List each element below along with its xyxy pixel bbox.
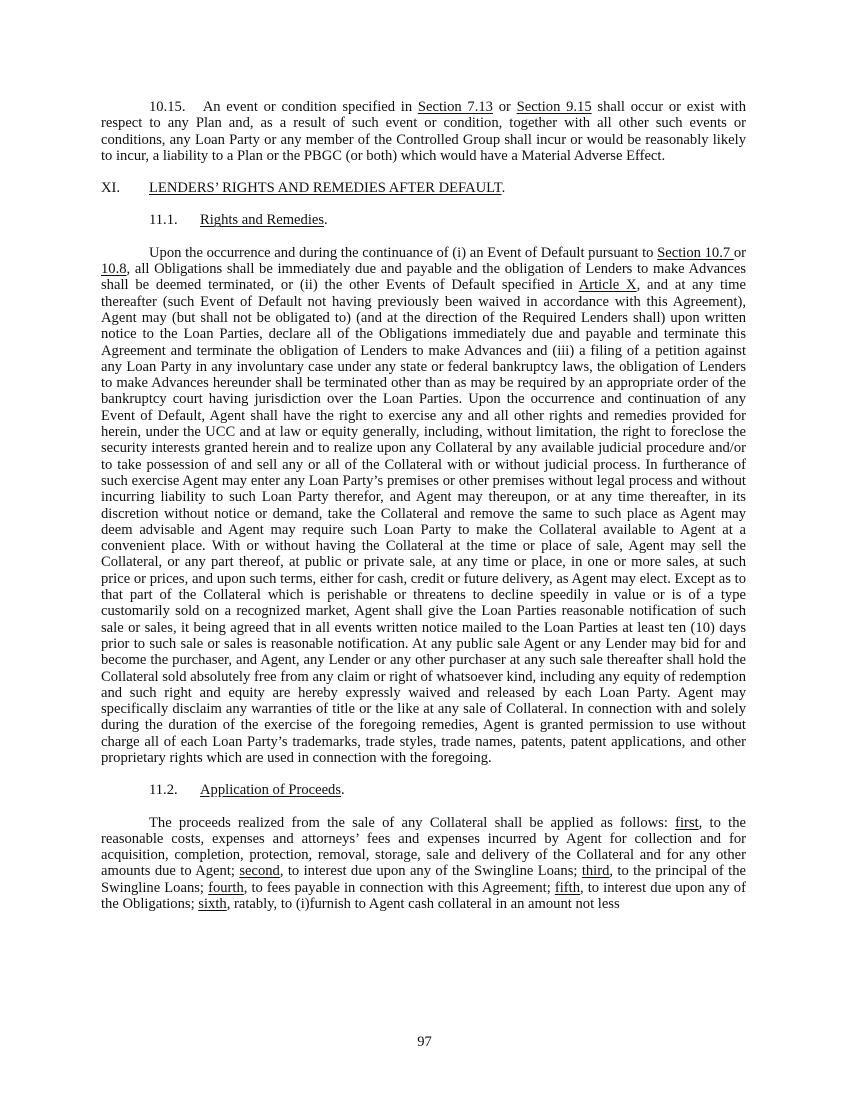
cross-ref-section-9-15: Section 9.15 bbox=[516, 99, 592, 115]
ordinal-second: second bbox=[239, 863, 280, 880]
section-number-11-2: 11.2. bbox=[149, 782, 178, 799]
section-11-2-heading: 11.2. Application of Proceeds. bbox=[149, 782, 345, 799]
section-title-11-2: Application of Proceeds bbox=[200, 782, 342, 799]
section-number-10-15: 10.15. bbox=[149, 99, 186, 115]
paragraph-11-1: Upon the occurrence and during the continuance of (i) an Event of Default pursuant to Section 10.7 or 10.8, all Obligations shall be immediately due and payable and the obligation of Lenders to make Advances shall be deemed terminated, or (ii) the other Events of Default specified in Article X, and at any time thereafter (such Event of Default not having previously been waived in accordance with this Agreement), Agent may (but shall not be obligated to) (and at the direction of the Required Lenders shall) upon written notice to the Loan Parties, declare all of the Obligations immediately due and payable and terminate this Agreement and terminate the obligation of Lenders to make Advances and (iii) a filing of a petition against any Loan Party in any involuntary case under any state or federal bankruptcy laws, the obligation of Lenders to make Advances hereunder shall be terminated other than as may be required by an appropriate order of the bankruptcy court having jurisdiction over the Loan Parties. Upon the occurrence and continuation of any Event of Default, Agent shall have the right to exercise any and all other rights and remedies provided for herein, under the UCC and at law or equity generally, including, without limitation, the right to foreclose the security interests granted herein and to realize upon any Collateral by any available judicial procedure and/or to take possession of and sell any or all of the Collateral with or without judicial process. In furtherance of such exercise Agent may enter any Loan Party’s premises or other premises without legal process and without incurring liability to such Loan Party therefor, and Agent may thereupon, or at any time thereafter, in its discretion without notice or demand, take the Collateral and remove the same to such place as Agent may deem advisable and Agent may require such Loan Party to make the Collateral available to Agent at a convenient place. With or without having the Collateral at the time or place of sale, Agent may sell the Collateral, or any part thereof, at public or private sale, at any time or place, in one or more sales, at such price or prices, and upon such terms, either for cash, credit or future delivery, as Agent may elect. Except as to that part of the Collateral which is perishable or threatens to decline speedily in value or is of a type customarily sold on a recognized market, Agent shall give the Loan Parties reasonable notification of such sale or sales, it being agreed that in all events written notice mailed to the Loan Parties at least ten (10) days prior to such sale or sales is reasonable notification. At any public sale Agent or any Lender may bid for and become the purchaser, and Agent, any Lender or any other purchaser at any such sale thereafter shall hold the Collateral sold absolutely free from any claim or right of whatsoever kind, including any equity of redemption and such right and equity are hereby expressly waived and released by each Loan Party. Agent may specifically disclaim any warranties of title or the like at any sale of Collateral. In connection with and solely during the duration of the exercise of the foregoing remedies, Agent is granted permission to use without charge all of each Loan Party’s trademarks, trade styles, trade names, patents, patent applications, and other proprietary rights which are used in connection with the foregoing. bbox=[101, 244, 746, 766]
article-title: LENDERS’ RIGHTS AND REMEDIES AFTER DEFAULT bbox=[149, 180, 502, 197]
ordinal-fifth: fifth bbox=[554, 879, 581, 896]
ordinal-fourth: fourth bbox=[208, 879, 244, 896]
section-title-11-1: Rights and Remedies bbox=[200, 212, 325, 229]
page-body bbox=[101, 99, 746, 912]
section-number-11-1: 11.1. bbox=[149, 212, 178, 229]
article-number: XI. bbox=[101, 180, 121, 197]
ordinal-first: first bbox=[675, 814, 699, 831]
cross-ref-article-x: Article X bbox=[578, 277, 637, 294]
cross-ref-section-10-7: Section 10.7 bbox=[657, 244, 734, 261]
article-xi-heading: XI. LENDERS’ RIGHTS AND REMEDIES AFTER DEFAULT. bbox=[101, 180, 506, 197]
ordinal-sixth: sixth bbox=[198, 896, 227, 913]
paragraph-11-2: The proceeds realized from the sale of any Collateral shall be applied as follows: first, to the reasonable costs, expenses and attorneys’ fees and expenses incurred by Agent for collection and for acquisition, completion, protection, removal, storage, sale and delivery of the Collateral and for any other amounts due to Agent; second, to interest due upon any of the Swingline Loans; third, to the principal of the Swingline Loans; fourth, to fees payable in connection with this Agreement; fifth, to interest due upon any of the Obligations; sixth, ratably, to (i)furnish to Agent cash collateral in an amount not less bbox=[101, 814, 746, 913]
paragraph-10-15: 10.15. An event or condition specified in Section 7.13 or Section 9.15 shall occur or exist with respect to any Plan and, as a result of such event or condition, together with all other such events or conditions, any Loan Party or any member of the Controlled Group shall incur or would be reasonably likely to incur, a liability to a Plan or the PBGC (or both) which would have a Material Adverse Effect. bbox=[101, 99, 746, 164]
ordinal-third: third bbox=[581, 863, 610, 880]
page-number: 97 bbox=[417, 1034, 432, 1050]
cross-ref-section-7-13: Section 7.13 bbox=[417, 99, 493, 115]
cross-ref-10-8: 10.8 bbox=[101, 261, 127, 278]
section-11-1-heading: 11.1. Rights and Remedies. bbox=[149, 212, 328, 229]
